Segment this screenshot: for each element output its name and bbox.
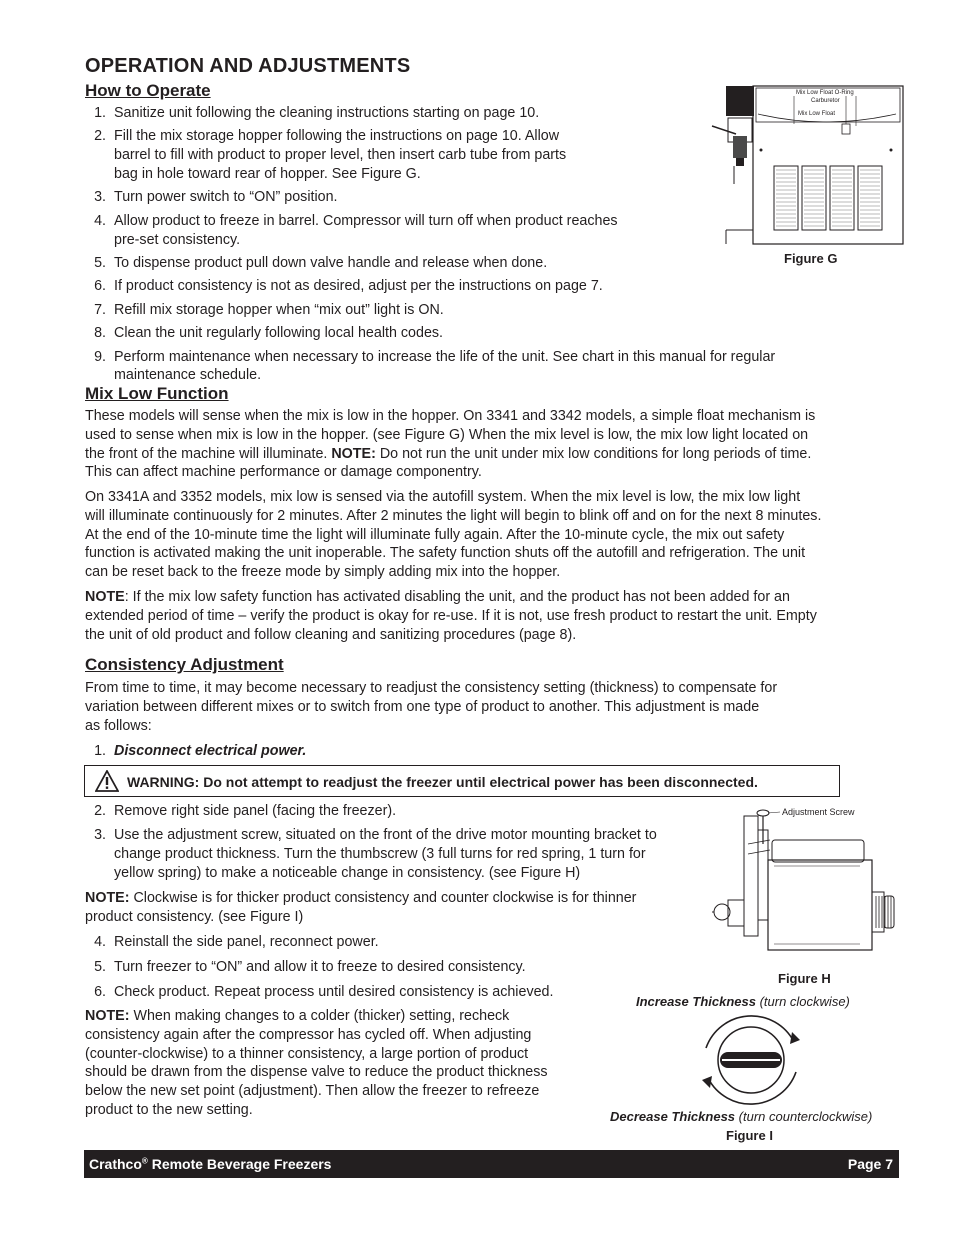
text-line: below the new set point (adjustment). Then allow the freezer to refreeze (85, 1083, 540, 1100)
text-line: On 3341A and 3352 models, mix low is sensed via the autofill system. When the mix level is low, the mix low light (85, 489, 801, 505)
step-number: 5. (94, 255, 106, 271)
label-bold: Increase Thickness (636, 994, 756, 1009)
page-number: Page 7 (847, 1156, 893, 1172)
decrease-thickness-label (610, 1109, 872, 1124)
step-number: 3. (94, 189, 106, 206)
step-line: Fill the mix storage hopper following the instructions on page 10. Allow (114, 128, 560, 145)
text-line (85, 889, 705, 908)
drive-motor-drawing (710, 804, 900, 964)
step-text (114, 277, 603, 296)
text-line: This can affect machine performance or damage componentry. (85, 464, 482, 481)
step-text (114, 933, 379, 952)
footer-brand (89, 1156, 331, 1172)
text-line: product to the new setting. (85, 1101, 253, 1118)
step-number: 5. (94, 959, 106, 975)
step-number: 1. (94, 743, 106, 759)
step-text (114, 983, 553, 1002)
step-text (114, 254, 547, 273)
text-line: function is activated making the unit inoperable. The safety function shuts off the autofill and refrigeration. The unit (85, 545, 806, 562)
label-carburetor: Carburetor (811, 98, 840, 104)
figure-g-illustration (706, 84, 906, 246)
section-heading-how-to-operate: How to Operate (85, 81, 211, 100)
step-line: pre-set consistency. (114, 231, 241, 248)
step-number: 4. (94, 934, 106, 950)
page-title: OPERATION AND ADJUSTMENTS (85, 55, 411, 77)
step-number: 1. (94, 105, 106, 121)
label-rest: (turn counterclockwise) (735, 1109, 873, 1124)
step-text (114, 802, 396, 821)
step-number: 2. (94, 128, 106, 145)
step-line: Reinstall the side panel, reconnect power. (114, 934, 379, 950)
label-adjustment-screw: Adjustment Screw (782, 807, 855, 817)
note-label: NOTE: (85, 1008, 130, 1024)
step-number: 4. (94, 212, 106, 229)
note-colder-setting (85, 1007, 605, 1120)
thumbscrew-dial (696, 1012, 806, 1108)
freezer-front-drawing (706, 84, 906, 246)
text-line: should be drawn from the dispense valve to reduce the product thickness (85, 1064, 548, 1081)
section-heading-mix-low: Mix Low Function (85, 384, 229, 403)
brand-name: Crathco (89, 1156, 142, 1172)
step-number: 2. (94, 803, 106, 819)
step-line: Remove right side panel (facing the freezer). (114, 803, 397, 819)
step-number: 6. (94, 278, 106, 295)
step-line: change product thickness. Turn the thumbscrew (3 full turns for red spring, 1 turn for (114, 845, 646, 862)
label-bold: Decrease Thickness (610, 1109, 736, 1124)
rotation-arrows-icon (696, 1012, 806, 1108)
text-line: These models will sense when the mix is low in the hopper. On 3341 and 3342 models, a simple float mechanism is (85, 408, 816, 424)
text-line: extended period of time – verify the product is okay for re-use. If it is not, use fresh product to restart the unit. Empty (85, 607, 817, 624)
note-label: NOTE: (85, 890, 130, 906)
step-line: Clean the unit regularly following local health codes. (114, 325, 444, 342)
section-heading-consistency: Consistency Adjustment (85, 655, 284, 674)
text-line: will illuminate continuously for 2 minutes. After 2 minutes the light will begin to blink off and on for the next 8 minutes. (85, 507, 822, 524)
step-text (114, 212, 618, 250)
label-mix-low-float: Mix Low Float (798, 111, 836, 117)
step-text (114, 188, 338, 207)
step-line: Check product. Repeat process until desired consistency is achieved. (114, 984, 554, 1000)
text-line: used to sense when mix is low in the hopper. (see Figure G) When the mix level is low, the mix low light located on (85, 426, 809, 443)
step-line: Perform maintenance when necessary to increase the life of the unit. See chart in this manual for regular (114, 348, 776, 365)
text-line: as follows: (85, 717, 152, 734)
text-line (85, 445, 905, 464)
step-line: Use the adjustment screw, situated on the front of the drive motor mounting bracket to (114, 827, 657, 843)
text-line: consistency again after the compressor has cycled off. When adjusting (85, 1026, 532, 1043)
step-text (114, 826, 657, 882)
text-line: (counter-clockwise) to a thinner consistency, a large portion of product (85, 1045, 529, 1062)
mix-low-paragraph-3 (85, 588, 905, 644)
step-text (114, 127, 566, 183)
step-text: Disconnect electrical power. (114, 743, 307, 759)
consistency-intro (85, 679, 905, 735)
step-text (114, 301, 444, 320)
figure-h-caption: Figure H (778, 971, 831, 986)
note-label: NOTE: (331, 445, 376, 462)
registered-mark: ® (141, 1156, 148, 1166)
step-number: 7. (94, 301, 106, 318)
mix-low-paragraph-1 (85, 407, 905, 482)
text-run: When making changes to a colder (thicker) setting, recheck (129, 1008, 510, 1024)
text-line: product consistency. (see Figure I) (85, 908, 304, 925)
step-line: Turn power switch to “ON” position. (114, 189, 338, 206)
text-run: : If the mix low safety function has activated disabling the unit, and the product has not been added for an (124, 589, 790, 605)
label-rest: (turn clockwise) (755, 994, 850, 1009)
increase-thickness-label (636, 994, 850, 1009)
text-line: variation between different mixes or to switch from one type of product to another. This adjustment is made (85, 698, 760, 715)
step-number: 8. (94, 325, 106, 342)
text-line: can be reset back to the freeze mode by simply adding mix into the hopper. (85, 564, 561, 581)
figure-g-caption: Figure G (784, 251, 838, 266)
label-oring: Mix Low Float O-Ring (796, 90, 854, 96)
step-line: Sanitize unit following the cleaning instructions starting on page 10. (114, 105, 540, 121)
note-clockwise (85, 889, 705, 927)
step-number: 3. (94, 827, 106, 843)
step-line: Turn freezer to “ON” and allow it to freeze to desired consistency. (114, 959, 526, 975)
step-line: bag in hole toward rear of hopper. See Figure G. (114, 165, 421, 182)
figure-i-caption: Figure I (726, 1128, 773, 1143)
text-line: the unit of old product and follow cleaning and sanitizing procedures (page 8). (85, 626, 577, 643)
step-number: 9. (94, 348, 106, 365)
step-line: barrel to fill with product to proper level, then insert carb tube from parts (114, 147, 567, 164)
step-line: Refill mix storage hopper when “mix out” light is ON. (114, 301, 444, 318)
step-number: 6. (94, 984, 106, 1000)
page-footer (84, 1150, 899, 1178)
text-line: At the end of the 10-minute time the light will illuminate fully again. After the 10-minute cycle, the mix out safety (85, 526, 785, 543)
note-label: NOTE (85, 589, 125, 605)
text-line (85, 588, 905, 607)
text-run: Clockwise is for thicker product consistency and counter clockwise is for thinner (129, 890, 637, 906)
text-run: Do not run the unit under mix low conditions for long periods of time. (375, 445, 812, 462)
warning-box (84, 765, 840, 797)
step-text (114, 958, 526, 977)
text-run: the front of the machine will illuminate. (85, 445, 328, 462)
step-text (114, 348, 775, 386)
step-line: Allow product to freeze in barrel. Compressor will turn off when product reaches (114, 212, 618, 229)
warning-triangle-icon (95, 770, 119, 792)
step-text (114, 104, 539, 123)
mix-low-paragraph-2 (85, 488, 905, 582)
step-line: yellow spring) to make a noticeable change in consistency. (see Figure H) (114, 864, 581, 881)
figure-h-illustration (710, 804, 900, 964)
warning-text: WARNING: Do not attempt to readjust the freezer until electrical power has been disconnected. (127, 774, 758, 790)
step-line: maintenance schedule. (114, 367, 262, 384)
text-line (85, 1007, 605, 1026)
step-line: If product consistency is not as desired, adjust per the instructions on page 7. (114, 278, 603, 295)
footer-title: Remote Beverage Freezers (147, 1156, 332, 1172)
step-line: To dispense product pull down valve handle and release when done. (114, 255, 548, 271)
text-line: From time to time, it may become necessary to readjust the consistency setting (thickness) to compensate for (85, 680, 778, 696)
step-text (114, 324, 443, 343)
